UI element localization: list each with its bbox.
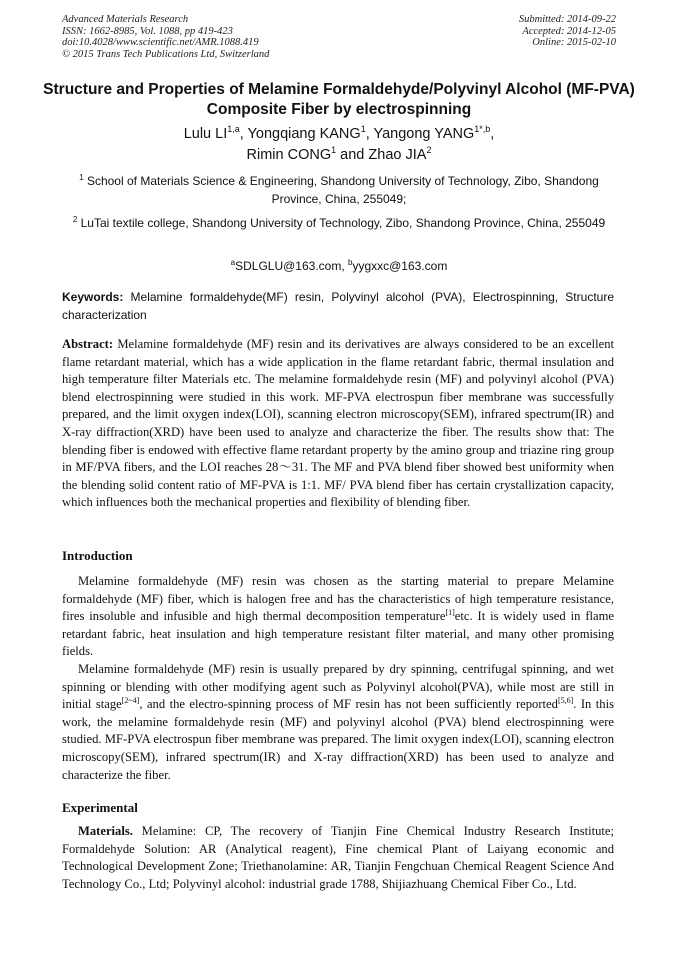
abstract xyxy=(62,336,614,512)
accepted-date: Accepted: 2014-12-05 xyxy=(522,25,616,37)
citation: [1] xyxy=(445,608,455,618)
author-affiliation-mark: 1 xyxy=(360,124,366,134)
experimental-body xyxy=(62,823,614,893)
affiliation-mark: 1 xyxy=(79,173,84,182)
affiliation-text: School of Materials Science & Engineering, Shandong University of Technology, Zibo, Shandong Province, China, 255049; xyxy=(86,174,599,206)
author-name: Lulu LI xyxy=(183,126,228,142)
email-mark: a xyxy=(230,258,236,267)
journal-name: Advanced Materials Research xyxy=(62,14,189,25)
author-affiliation-mark: 1*,b xyxy=(474,124,491,134)
author-affiliation-mark: 2 xyxy=(426,145,432,155)
author-affiliation-mark: 1,a xyxy=(227,124,240,134)
online-date: Online: 2015-02-10 xyxy=(532,37,616,48)
abstract-text: Melamine formaldehyde (MF) resin and its derivatives are always considered to be an excellent flame retardant material, which has a wide application in the flame retardant fabric, thermal insulation and high temperature filter Materials etc. The melamine formaldehyde resin (MF) and polyvinyl alcohol (PVA) blend electrospinning were studied in this work. MF-PVA electrospun fiber membrane was successfully prepared, and the limit oxygen index(LOI), scanning electron microscopy(SEM), infrared spectrum(IR) and X-ray diffraction(XRD) have been used to analyze and characterize the fiber. The results show that: The blending fiber is endowed with effective flame retardant property by the amino group and triazine ring group in MF/PVA fibers, and the LOI reaches 28～31. The MF and PVA blend fiber showed best uniformity when the blending solid content ratio of MF-PVA is 1:1. MF/ PVA blend fiber has certain crystallization capacity, which influences both the mechanical properties and flexibility of blending fiber. xyxy=(62,337,614,510)
author-list: Lulu LI$^{1,a}$, Yongqiang KANG$^1$, Yangong $YANG^{1*,b}$, Rimin CONG$^1$ and Zhao JIA$^2$ xyxy=(183,124,495,163)
email-address: SDLGLU@163.com xyxy=(235,259,342,273)
keywords-text: Melamine formaldehyde(MF) resin, Polyvinyl alcohol (PVA), Electrospinning, Structure characterization xyxy=(62,290,614,322)
paragraph-text: . In this work, the melamine formaldehyde resin (MF) and polyvinyl alcohol (PVA) blend electrospinning were studied. MF-PVA electrospun fiber membrane was prepared. The limit oxygen index(LOI), scanning electron microscopy(SEM), infrared spectrum(IR) and X-ray diffraction(XRD) has been used to analyze and characterize the fiber. xyxy=(62,697,614,782)
author-emails: $^a$SDLGLU@163.com, $^b$yygxxc@163.com xyxy=(230,258,448,273)
journal-doi: doi:10.4028/www.scientific.net/AMR.1088.419 xyxy=(62,37,259,48)
affiliation xyxy=(70,214,608,232)
author-name: Yangong YANG xyxy=(373,126,475,142)
email-mark: b xyxy=(348,258,353,267)
journal-copyright: © 2015 Trans Tech Publications Ltd, Switzerland xyxy=(62,48,270,60)
section-heading-experimental: Experimental xyxy=(62,800,138,815)
author-name: Yongqiang KANG xyxy=(247,126,361,142)
affiliation xyxy=(70,172,608,208)
submitted-date: Submitted: 2014-09-22 xyxy=(518,14,616,25)
journal-header-left xyxy=(62,14,269,60)
paragraph-text: Melamine formaldehyde (MF) resin is usually prepared by dry spinning, centrifugal spinning, and wet spinning or blending with other modifying agent such as Polyvinyl alcohol(PVA), while most are still in initial stage xyxy=(62,661,614,712)
paragraph-text: etc. It is widely used in flame retardant fabric, heat insulation and high temperature resistant filter material, and many other promising fields. xyxy=(62,609,614,659)
materials-text: Melamine: CP, The recovery of Tianjin Fine Chemical Industry Research Institute; Formaldehyde Solution: AR (Analytical reagent), Fine chemical Plant of Laiyang economic and Technological Development Zone; Triethanolamine: AR, Tianjin Fengchuan Chemical Reagent Science And Technology Co., Ltd; Polyvinyl alcohol: industrial grade 1788, Shijiazhuang Chemical Fiber Co., Ltd. xyxy=(62,824,614,891)
author-affiliation-mark: 1 xyxy=(331,145,337,155)
author-name: Zhao JIA xyxy=(368,147,427,163)
citation: [2~4] xyxy=(121,696,140,706)
keywords xyxy=(62,289,614,324)
affiliation-mark: 2 xyxy=(72,215,78,224)
paragraph-text: Melamine formaldehyde (MF) resin was chosen as the starting material to prepare Melamine formaldehyde (MF) fiber, which is halogen free and has the characteristics of high temperature resistance, fires insoluble and infusible and high thermal decomposition temperature xyxy=(62,574,614,624)
introduction-body xyxy=(62,573,614,784)
journal-header-right xyxy=(519,14,616,49)
citation: [5,6] xyxy=(557,696,574,706)
paragraph-text: , and the electro-spinning process of MF resin has not been sufficiently reported xyxy=(139,697,558,712)
author-name: Rimin CONG xyxy=(246,147,332,163)
paragraph xyxy=(62,661,614,784)
paper-title: Structure and Properties of Melamine Formaldehyde/Polyvinyl Alcohol (MF-PVA) Composite Fiber by electrospinning xyxy=(43,81,635,118)
email-address: yygxxc@163.com xyxy=(352,259,448,273)
abstract-label: Abstract: xyxy=(62,337,114,351)
section-heading-introduction: Introduction xyxy=(62,548,133,563)
affiliation-text: LuTai textile college, Shandong University of Technology, Zibo, Shandong Province, China, 255049 xyxy=(80,216,606,230)
author-conjunction: and xyxy=(340,147,365,163)
materials-label: Materials. xyxy=(78,824,133,838)
paragraph xyxy=(62,573,614,661)
paragraph xyxy=(62,823,614,893)
keywords-label: Keywords: xyxy=(62,290,124,304)
journal-issn: ISSN: 1662-8985, Vol. 1088, pp 419-423 xyxy=(62,25,233,37)
